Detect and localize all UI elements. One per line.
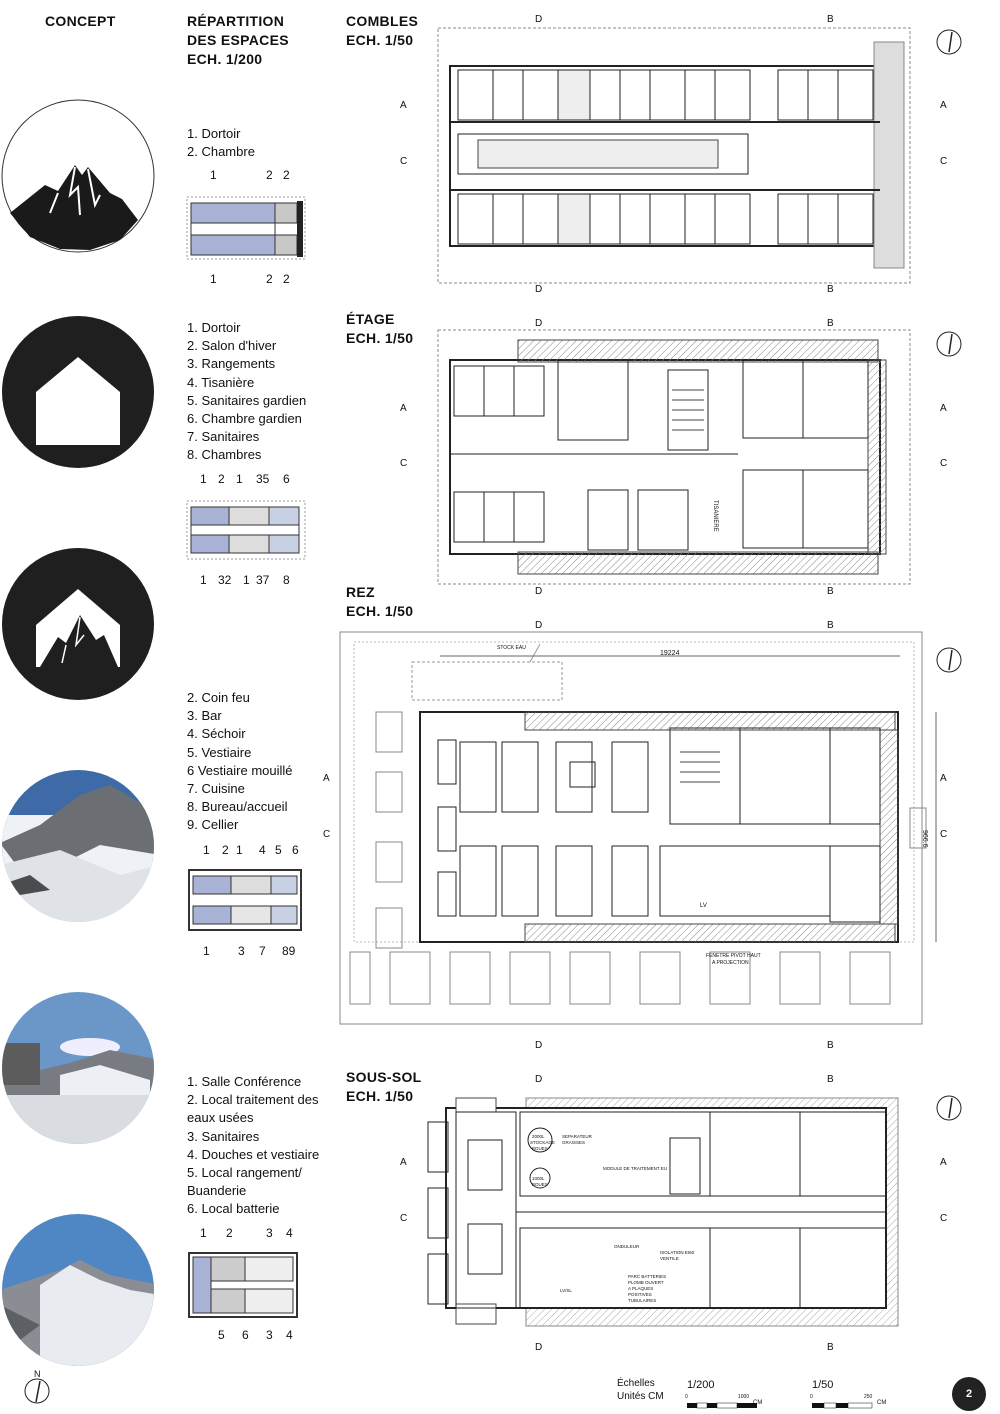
plan-name: SOUS-SOL [346, 1069, 422, 1085]
mini-num: 4 [259, 843, 266, 857]
label-ss-plaques: A PLAQUES [628, 1286, 654, 1291]
legend-item: 3. Rangements [187, 356, 276, 372]
scales-title: Échelles [617, 1378, 655, 1389]
section-mark-d: D [535, 1040, 543, 1051]
dim-depth: 966.6 [921, 830, 928, 848]
legend-item: 6. Chambre gardien [187, 411, 302, 427]
label-ss-isolation: ISOLATION EI60 [660, 1250, 695, 1255]
plan-scale: ECH. 1/50 [346, 603, 414, 619]
legend-item: Buanderie [187, 1183, 247, 1199]
scale-200-mid: 1000 [738, 1394, 750, 1400]
section-mark-d: D [535, 14, 543, 25]
legend-item: 3. Sanitaires [187, 1128, 260, 1144]
section-mark-a: A [940, 773, 947, 784]
legend-item: 2. Local traitement des [187, 1092, 319, 1108]
mini-num: 89 [282, 944, 296, 958]
plan-name: REZ [346, 584, 375, 600]
north-arrow-icon [935, 646, 965, 676]
mini-num: 1 [236, 472, 243, 486]
legend-item: 5. Local rangement/ [187, 1165, 302, 1181]
section-mark-a: A [400, 403, 407, 414]
label-tisaniere: TISANIERE [712, 500, 718, 532]
mini-num: 1 [243, 573, 250, 587]
mini-num: 1 [203, 843, 210, 857]
plan-title-combles [346, 12, 418, 50]
mini-plan-soussol [185, 1247, 315, 1327]
legend-etage [187, 319, 306, 465]
plan-scale: ECH. 1/50 [346, 32, 414, 48]
mini-plan-combles [185, 195, 315, 285]
mini-num: 2 [266, 272, 273, 286]
mini-num: 4 [286, 1328, 293, 1342]
mini-num: 6 [292, 843, 299, 857]
concept-landscape-photo-2 [0, 990, 160, 1150]
section-mark-b: B [827, 586, 834, 597]
label-ss-graisses: GRAISSES [562, 1140, 586, 1145]
plan-scale: ECH. 1/50 [346, 330, 414, 346]
section-mark-c: C [940, 1213, 948, 1224]
legend-item: 5. Sanitaires gardien [187, 392, 307, 408]
legend-item: eaux usées [187, 1110, 254, 1126]
legend-item: 1. Dortoir [187, 320, 241, 335]
legend-item: 6. Local batterie [187, 1201, 280, 1217]
repartition-scale: ECH. 1/200 [187, 51, 263, 67]
legend-item: 9. Cellier [187, 817, 239, 833]
concept-house-icon [2, 316, 154, 468]
scale-200-unit: CM [753, 1400, 763, 1406]
mini-num: 2 [283, 272, 290, 286]
mini-num: 1 [203, 944, 210, 958]
dim-width: 19224 [660, 650, 680, 657]
section-mark-b: B [827, 14, 834, 25]
mini-num: 8 [283, 573, 290, 587]
concept-column [0, 95, 160, 1405]
section-mark-c: C [940, 156, 948, 167]
label-ss-ventile: VENTILE [660, 1256, 679, 1261]
mini-num: 2 [222, 843, 229, 857]
legend-item: 2. Coin feu [187, 690, 250, 705]
mini-num: 5 [275, 843, 282, 857]
mini-num: 32 [218, 573, 232, 587]
legend-item: 7. Cuisine [187, 781, 245, 797]
mini-num: 37 [256, 573, 270, 587]
section-mark-b: B [827, 1040, 834, 1051]
section-mark-a: A [940, 1157, 947, 1168]
concept-mountain-icon [2, 100, 154, 252]
section-mark-d: D [535, 284, 543, 295]
north-arrow-icon [935, 1094, 965, 1124]
mini-num: 1 [200, 472, 207, 486]
mini-num: 1 [236, 843, 243, 857]
section-mark-b: B [827, 1074, 834, 1085]
mini-plan-rez [185, 864, 315, 944]
mini-num: 1 [210, 168, 217, 182]
legend-combles [187, 125, 255, 161]
repartition-header [187, 12, 289, 69]
mini-num: 2 [218, 472, 225, 486]
mini-num: 6 [283, 472, 290, 486]
section-mark-d: D [535, 1342, 543, 1353]
scale-50-zero: 0 [810, 1394, 813, 1400]
legend-item: 4. Douches et vestiaire [187, 1146, 320, 1162]
concept-header: CONCEPT [45, 13, 116, 29]
legend-item: 5. Vestiaire [187, 744, 252, 760]
section-mark-a: A [940, 100, 947, 111]
label-fenetre: FENETRE PIVOT HAUT [706, 953, 761, 959]
legend-item: 4. Tisanière [187, 374, 255, 390]
label-ss-positives: POSITIVES [628, 1292, 652, 1297]
legend-item: 1. Dortoir [187, 126, 241, 141]
label-ss-boues2: BOUES [532, 1182, 548, 1187]
legend-item: 3. Bar [187, 708, 222, 724]
mini-num: 2 [283, 168, 290, 182]
label-ss-module: MODULE DE TRAITEMENT EU [603, 1166, 668, 1171]
north-arrow-icon [24, 1378, 54, 1408]
legend-item: 2. Chambre [187, 144, 255, 160]
mini-num: 1 [210, 272, 217, 286]
scale-50-label: 1/50 [812, 1379, 834, 1391]
north-label: N [34, 1369, 41, 1379]
label-ss-1000l: 1000L [532, 1176, 545, 1181]
repartition-subtitle: DES ESPACES [187, 32, 289, 48]
mini-num: 5 [218, 1328, 225, 1342]
legend-item: 6 Vestiaire mouillé [187, 762, 293, 778]
label-ss-separation: SEPARATEUR [562, 1134, 592, 1139]
north-arrow-icon [935, 28, 965, 58]
legend-rez [187, 689, 293, 835]
scale-50-unit: CM [877, 1400, 887, 1406]
section-mark-b: B [827, 318, 834, 329]
label-ss-parc: PARC BATTERIES [628, 1274, 667, 1279]
mini-num: 7 [259, 944, 266, 958]
scale-200-zero: 0 [685, 1394, 688, 1400]
label-ss-boues: BOUES [532, 1146, 548, 1151]
plan-title-etage [346, 310, 413, 348]
section-mark-c: C [940, 458, 948, 469]
label-lv: LV [700, 903, 707, 909]
scale-50-mid: 250 [864, 1394, 873, 1400]
mini-num: 3 [238, 944, 245, 958]
concept-landscape-photo-3 [0, 1213, 160, 1375]
plan-combles-drawing [438, 28, 918, 288]
section-mark-c: C [400, 1213, 408, 1224]
section-mark-c: C [323, 829, 331, 840]
section-mark-d: D [535, 1074, 543, 1085]
plan-etage-drawing [438, 330, 918, 590]
plan-title-rez [346, 583, 413, 621]
mini-num: 2 [226, 1226, 233, 1240]
legend-item: 4. Séchoir [187, 726, 246, 742]
concept-house-mountain-icon [2, 548, 154, 700]
scale-200-label: 1/200 [687, 1379, 715, 1391]
label-ss-tubulaires: TUBULAIRES [628, 1298, 657, 1303]
section-mark-d: D [535, 620, 543, 631]
section-mark-a: A [400, 1157, 407, 1168]
north-arrow-icon [935, 330, 965, 360]
section-mark-c: C [400, 458, 408, 469]
page-number: 2 [965, 1388, 973, 1400]
mini-num: 2 [266, 168, 273, 182]
section-mark-b: B [827, 1342, 834, 1353]
mini-num: 4 [286, 1226, 293, 1240]
label-ss-lvsl: LV/SL [560, 1288, 572, 1293]
scale-bar-50 [812, 1400, 882, 1412]
label-ss-stockage: STOCKAGE [530, 1140, 555, 1145]
legend-item: 8. Chambres [187, 447, 262, 463]
plan-rez-drawing [340, 632, 925, 1027]
legend-item: 2. Salon d'hiver [187, 338, 277, 354]
label-ss-plomb: PLOMB OUVERT [628, 1280, 664, 1285]
legend-soussol [187, 1073, 319, 1219]
repartition-title: RÉPARTITION [187, 13, 285, 29]
section-mark-d: D [535, 318, 543, 329]
page-number-badge [952, 1377, 986, 1411]
section-mark-c: C [400, 156, 408, 167]
plan-title-soussol [346, 1068, 422, 1106]
concept-landscape-photo-1 [0, 770, 160, 935]
section-mark-a: A [323, 773, 330, 784]
mini-num: 1 [200, 1226, 207, 1240]
plan-scale: ECH. 1/50 [346, 1088, 414, 1104]
scales-label [617, 1377, 664, 1403]
mini-num: 1 [200, 573, 207, 587]
mini-num: 3 [266, 1328, 273, 1342]
section-mark-a: A [940, 403, 947, 414]
section-mark-b: B [827, 284, 834, 295]
mini-num: 3 [266, 1226, 273, 1240]
section-mark-d: D [535, 586, 543, 597]
section-mark-b: B [827, 620, 834, 631]
plan-name: COMBLES [346, 13, 419, 29]
label-stock-eau: STOCK EAU [497, 645, 526, 651]
mini-num: 35 [256, 472, 270, 486]
label-ss-2000l: 2000L [532, 1134, 545, 1139]
section-mark-c: C [940, 829, 948, 840]
mini-plan-etage [185, 499, 315, 569]
scales-units: Unités CM [617, 1391, 664, 1402]
section-mark-a: A [400, 100, 407, 111]
plan-name: ÉTAGE [346, 311, 395, 327]
label-fenetre-2: A PROJECTION [712, 960, 749, 966]
label-ss-onduleur: ONDULEUR [614, 1244, 640, 1249]
legend-item: 7. Sanitaires [187, 429, 260, 445]
legend-item: 1. Salle Conférence [187, 1074, 302, 1089]
legend-item: 8. Bureau/accueil [187, 799, 288, 815]
plan-soussol-drawing [420, 1094, 900, 1334]
mini-num: 6 [242, 1328, 249, 1342]
